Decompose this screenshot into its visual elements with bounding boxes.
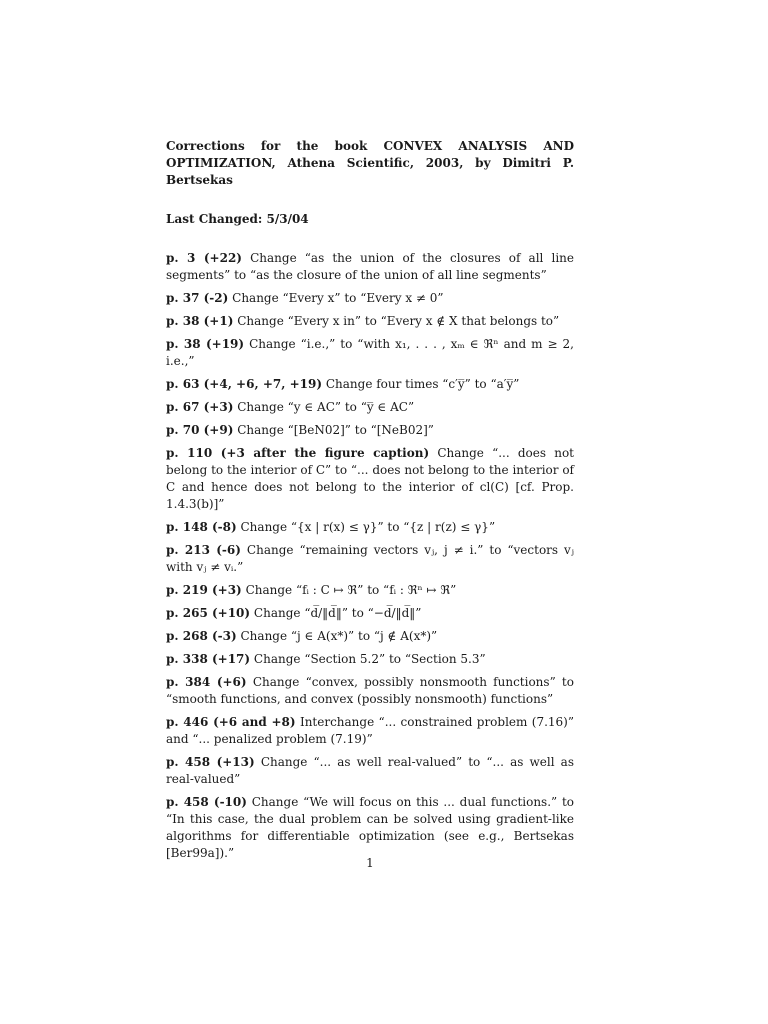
correction-text: Change “Every x in” to “Every x ∉ X that belongs to” <box>237 314 560 328</box>
correction-entry <box>166 542 574 576</box>
page-number: 1 <box>366 856 374 870</box>
correction-text: Change four times “c′y̅” to “a′y̅” <box>325 377 520 391</box>
correction-ref: p. 67 (+3) <box>166 400 234 414</box>
correction-ref: p. 38 (+19) <box>166 337 245 351</box>
correction-entry <box>166 674 574 708</box>
correction-text: Change “... as well real-valued” to “... as well as real-valued” <box>166 755 574 786</box>
correction-text: Change “y ∈ AC” to “y̅ ∈ AC” <box>237 400 415 414</box>
correction-text: Change “... does not belong to the interior of C” to “... does not belong to the interior of C and hence does not belong to the interior of cl(C) [cf. Prop. 1.4.3(b)]” <box>166 446 574 511</box>
correction-ref: p. 37 (-2) <box>166 291 229 305</box>
correction-entry <box>166 651 574 668</box>
correction-text: Change “d̅/‖d̅‖” to “−d̅/‖d̅‖” <box>253 606 422 620</box>
correction-text: Change “j ∈ A(x*)” to “j ∉ A(x*)” <box>240 629 438 643</box>
correction-ref: p. 338 (+17) <box>166 652 251 666</box>
correction-ref: p. 70 (+9) <box>166 423 234 437</box>
correction-ref: p. 446 (+6 and +8) <box>166 715 296 729</box>
correction-entry <box>166 754 574 788</box>
document-title: Corrections for the book CONVEX ANALYSIS AND OPTIMIZATION, Athena Scientific, 2003, by Dimitri P. Bertsekas <box>166 139 574 187</box>
correction-ref: p. 458 (+13) <box>166 755 255 769</box>
correction-entry <box>166 250 574 284</box>
correction-text: Interchange “... constrained problem (7.16)” and “... penalized problem (7.19)” <box>166 715 574 746</box>
correction-entry <box>166 422 574 439</box>
correction-entry <box>166 582 574 599</box>
correction-entry <box>166 313 574 330</box>
correction-text: Change “as the union of the closures of all line segments” to “as the closure of the union of all line segments” <box>166 251 574 282</box>
correction-text: Change “We will focus on this ... dual functions.” to “In this case, the dual problem can be solved using gradient-like algorithms for differentiable optimization (see e.g., Bertsekas [Ber99a]).” <box>166 795 574 860</box>
correction-ref: p. 38 (+1) <box>166 314 234 328</box>
correction-text: Change “Every x” to “Every x ≠ 0” <box>232 291 444 305</box>
correction-ref: p. 268 (-3) <box>166 629 237 643</box>
correction-ref: p. 63 (+4, +6, +7, +19) <box>166 377 323 391</box>
correction-entry <box>166 519 574 536</box>
correction-entry <box>166 376 574 393</box>
correction-text: Change “Section 5.2” to “Section 5.3” <box>253 652 486 666</box>
document-page <box>166 138 574 868</box>
correction-ref: p. 265 (+10) <box>166 606 251 620</box>
correction-entry <box>166 605 574 622</box>
correction-ref: p. 458 (-10) <box>166 795 247 809</box>
correction-entry <box>166 399 574 416</box>
correction-text: Change “{x | r(x) ≤ γ}” to “{z | r(z) ≤ γ}” <box>240 520 496 534</box>
correction-entry <box>166 628 574 645</box>
corrections-list <box>166 250 574 862</box>
correction-text: Change “i.e.,” to “with x₁, . . . , xₘ ∈ ℜⁿ and m ≥ 2, i.e.,” <box>166 337 574 368</box>
correction-ref: p. 384 (+6) <box>166 675 247 689</box>
correction-ref: p. 110 (+3 after the figure caption) <box>166 446 430 460</box>
correction-entry <box>166 290 574 307</box>
correction-text: Change “convex, possibly nonsmooth functions” to “smooth functions, and convex (possibly nonsmooth) functions” <box>166 675 574 706</box>
correction-ref: p. 213 (-6) <box>166 543 241 557</box>
correction-ref: p. 3 (+22) <box>166 251 242 265</box>
correction-text: Change “fᵢ : C ↦ ℜ” to “fᵢ : ℜⁿ ↦ ℜ” <box>245 583 457 597</box>
last-changed: Last Changed: 5/3/04 <box>166 212 309 226</box>
correction-entry <box>166 336 574 370</box>
correction-entry <box>166 445 574 513</box>
correction-entry <box>166 714 574 748</box>
correction-entry <box>166 794 574 862</box>
correction-ref: p. 219 (+3) <box>166 583 242 597</box>
correction-text: Change “[BeN02]” to “[NeB02]” <box>237 423 434 437</box>
correction-text: Change “remaining vectors vⱼ, j ≠ i.” to “vectors vⱼ with vⱼ ≠ vᵢ.” <box>166 543 574 574</box>
correction-ref: p. 148 (-8) <box>166 520 237 534</box>
